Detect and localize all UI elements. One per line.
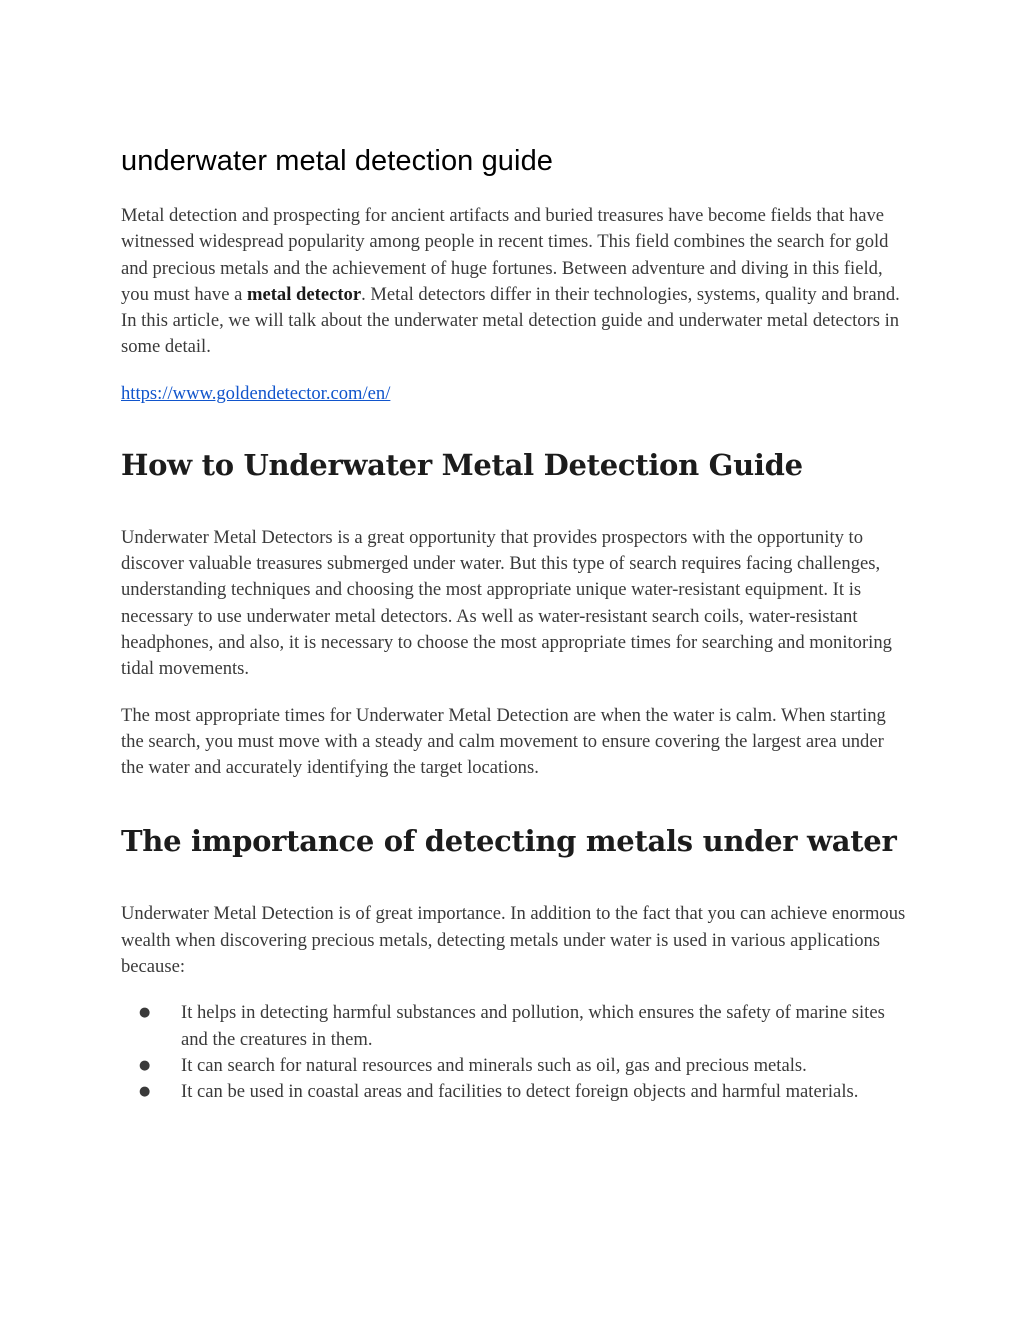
bullet-list: [121, 1000, 911, 1105]
document-title: underwater metal detection guide: [121, 145, 554, 177]
list-item-text: It can search for natural resources and minerals such as oil, gas and precious metals.: [181, 1054, 807, 1076]
intro-text-end: . Metal detectors differ in their technologies, systems, quality and brand. In this article, we will talk about the underwater metal detection guide and underwater metal detectors in some detail.: [121, 283, 900, 358]
document-page: [121, 141, 911, 1106]
intro-bold-term: metal detector: [247, 283, 362, 305]
list-item: [121, 1079, 911, 1105]
section1-paragraph-2: The most appropriate times for Underwater Metal Detection are when the water is calm. When starting the search, you must move with a steady and calm movement to ensure covering the largest area under the water and accurately identifying the target locations.: [121, 704, 886, 779]
list-item: [121, 1053, 911, 1079]
section2-paragraph: Underwater Metal Detection is of great importance. In addition to the fact that you can achieve enormous wealth when discovering precious metals, detecting metals under water is used in various applications because:: [121, 903, 906, 978]
intro-paragraph: [121, 203, 911, 361]
list-item-text: It can be used in coastal areas and facilities to detect foreign objects and harmful materials.: [181, 1081, 859, 1103]
intro-text-start: Metal detection and prospecting for ancient artifacts and buried treasures have become fields that have witnessed widespread popularity among people in recent times. This field combines the search for gold and precious metals and the achievement of huge fortunes. Between adventure and diving in this field, you must have a: [121, 205, 889, 305]
source-link-line: [121, 381, 911, 407]
section1-paragraph-1: Underwater Metal Detectors is a great opportunity that provides prospectors with the opportunity to discover valuable treasures submerged under water. But this type of search requires facing challenges, understanding techniques and choosing the most appropriate unique water-resistant equipment. It is necessary to use underwater metal detectors. As well as water-resistant search coils, water-resistant headphones, and also, it is necessary to choose the most appropriate times for searching and monitoring tidal movements.: [121, 526, 892, 680]
bullet-icon: ●: [139, 1084, 151, 1100]
list-item: [121, 1000, 911, 1053]
section1-heading: How to Underwater Metal Detection Guide: [121, 447, 803, 482]
list-item-text: It helps in detecting harmful substances and pollution, which ensures the safety of marine sites and the creatures in them.: [181, 1002, 885, 1050]
bullet-icon: ●: [139, 1005, 151, 1021]
source-link[interactable]: https://www.goldendetector.com/en/: [121, 382, 391, 404]
bullet-icon: ●: [139, 1057, 151, 1073]
section2-heading: The importance of detecting metals under water: [121, 824, 897, 859]
